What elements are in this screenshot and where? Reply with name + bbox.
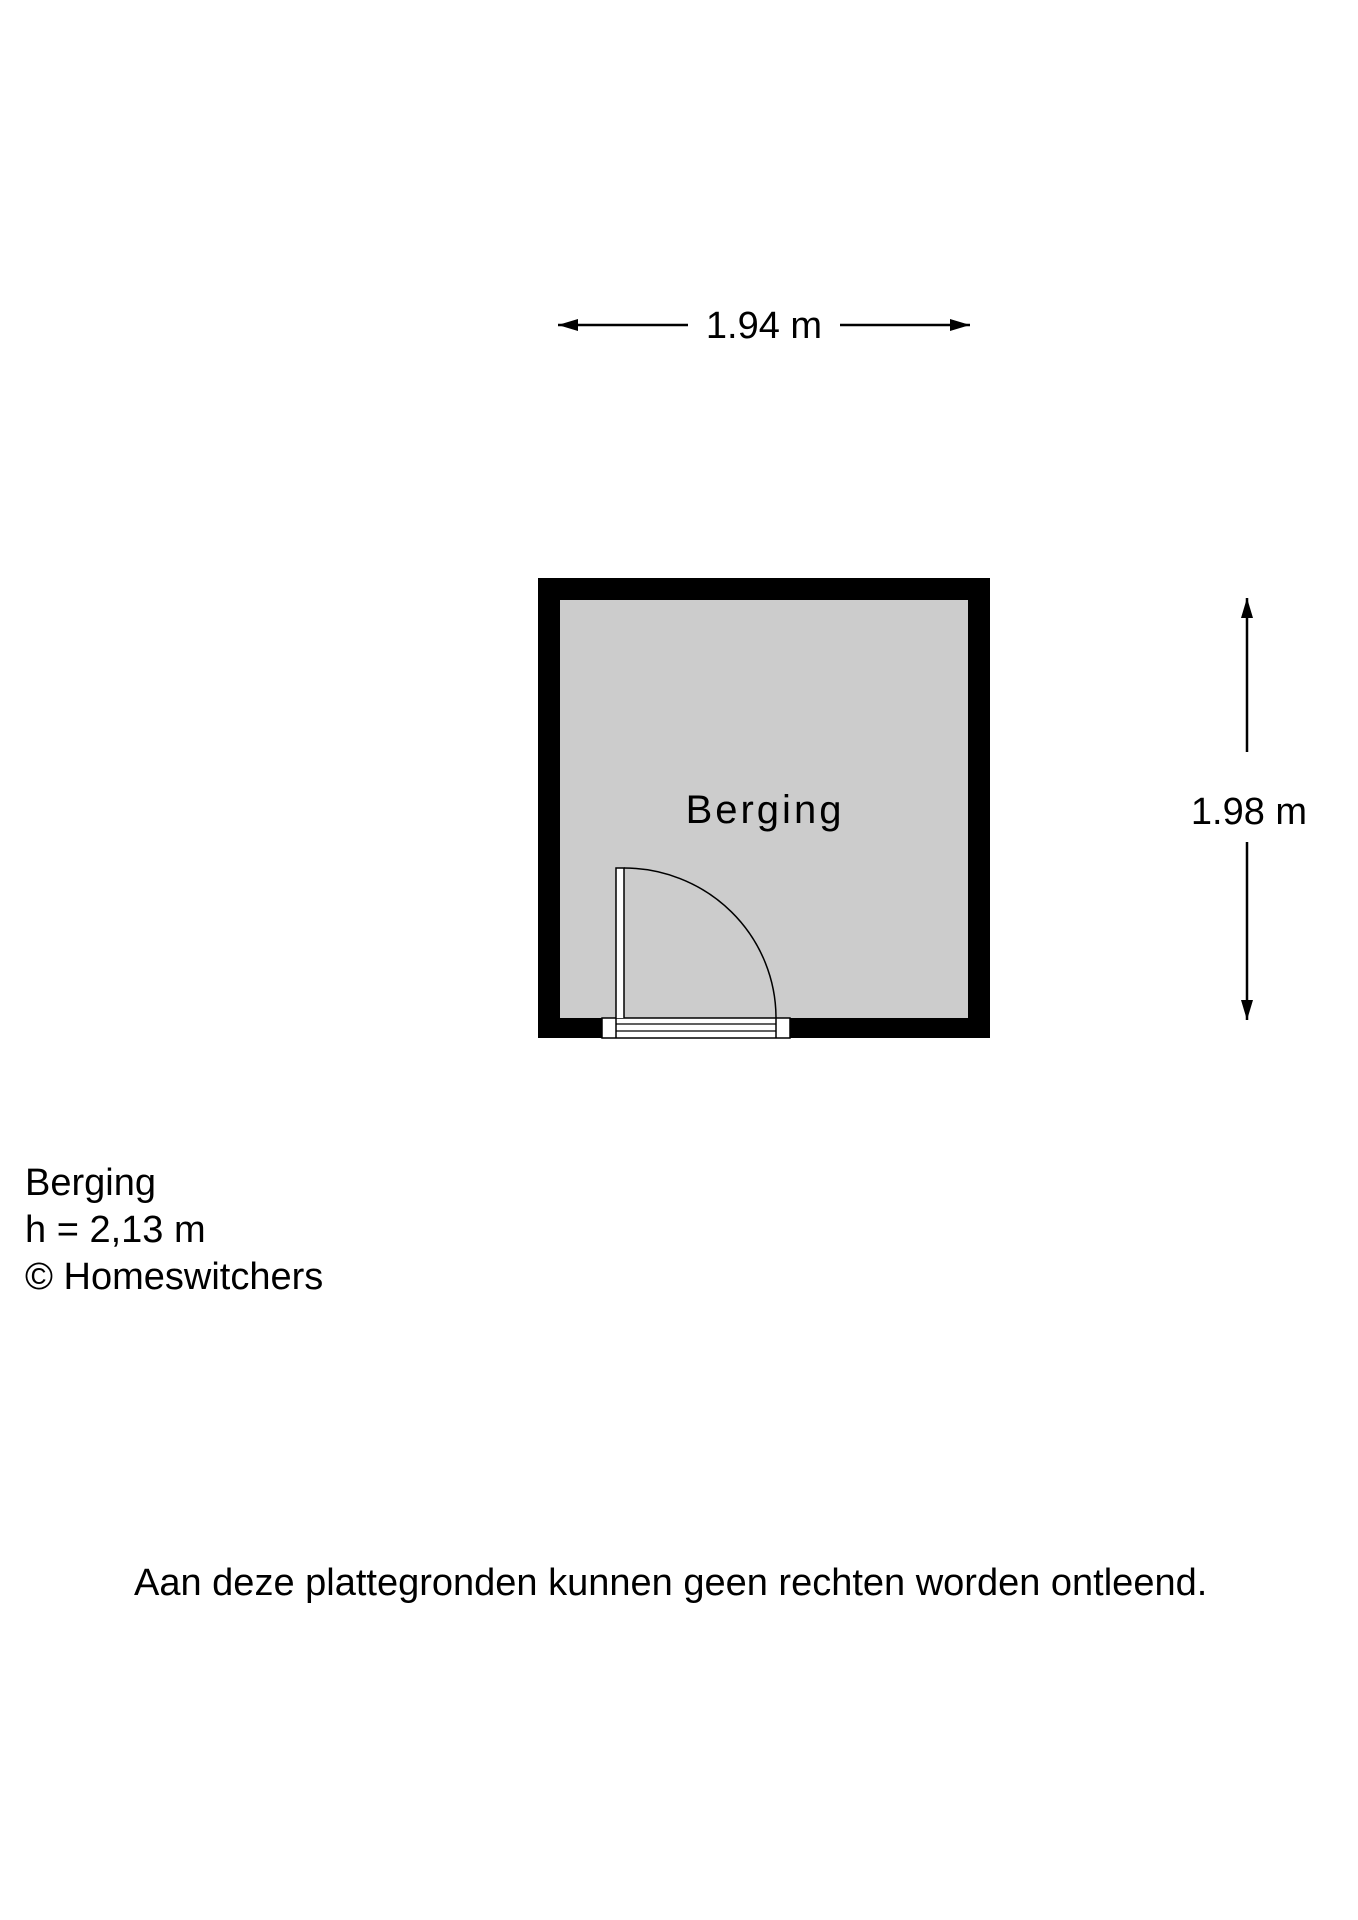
copyright: © Homeswitchers xyxy=(25,1256,324,1298)
room-label: Berging xyxy=(685,788,845,832)
depth-dimension-label: 1.98 m xyxy=(1190,791,1308,833)
room-info xyxy=(25,1160,323,1301)
door-leaf xyxy=(616,868,624,1018)
depth-dimension xyxy=(1191,598,1307,1020)
disclaimer: Aan deze plattegronden kunnen geen rechten worden ontleend. xyxy=(134,1562,1208,1604)
width-dimension xyxy=(558,305,970,347)
room-info-height: h = 2,13 m xyxy=(25,1209,206,1251)
room-info-name: Berging xyxy=(25,1162,156,1204)
room-berging xyxy=(538,578,990,1038)
door-opening xyxy=(602,1018,790,1038)
width-dimension-label: 1.94 m xyxy=(705,305,823,347)
